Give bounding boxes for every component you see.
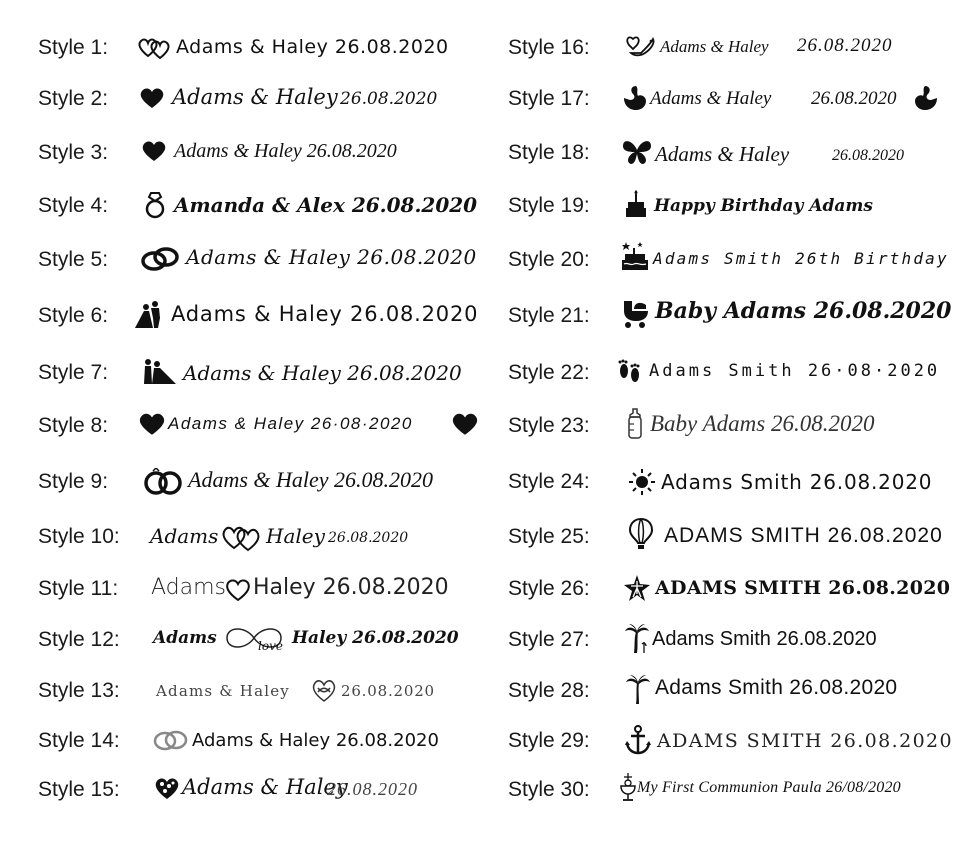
style-label: Style 6: — [38, 304, 109, 327]
swan-icon — [913, 84, 939, 112]
style-label: Style 14: — [38, 729, 120, 752]
sample-text: Adams Smith 26th Birthday — [653, 249, 949, 268]
diamond-ring-icon — [143, 190, 167, 220]
anchor-icon — [624, 725, 652, 755]
swan-icon — [622, 84, 648, 112]
style-label: Style 25: — [508, 525, 590, 548]
infinity-love-text: love — [258, 639, 283, 653]
style-label: Style 23: — [508, 414, 590, 437]
two-rings-icon — [142, 468, 184, 496]
palm-tree-icon — [624, 622, 650, 654]
style-label: Style 7: — [38, 361, 109, 384]
sample-text: My First Communion Paula 26/08/2020 — [637, 779, 901, 796]
sample-names: Adams & Haley — [655, 142, 790, 166]
sample-text: Adams & Haley 26.08.2020 — [186, 245, 477, 269]
style-label: Style 11: — [38, 577, 119, 600]
sample-date: 26.08.2020 — [832, 147, 904, 164]
sample-name-2: Haley 26.08.2020 — [292, 628, 459, 648]
hot-air-balloon-icon — [628, 518, 654, 550]
sample-text: Adams Smith 26·08·2020 — [649, 361, 941, 381]
sample-text: Amanda & Alex 26.08.2020 — [174, 193, 478, 217]
solid-heart-icon — [140, 139, 168, 163]
solid-heart-icon — [138, 86, 166, 110]
two-hearts-outline-icon — [137, 36, 173, 60]
sample-date: 26.08.2020 — [811, 88, 897, 109]
sample-date: 26.08.2020 — [341, 682, 435, 700]
sample-text: ADAMS SMITH 26.08.2020 — [664, 524, 943, 547]
style-label: Style 1: — [38, 36, 109, 59]
style-label: Style 2: — [38, 87, 109, 110]
style-label: Style 26: — [508, 577, 590, 600]
sample-text: Adams & Haley 26.08.2020 — [183, 361, 462, 385]
heart-knot-icon — [309, 676, 339, 704]
infinity-love-icon — [221, 624, 287, 654]
solid-heart-icon — [451, 411, 479, 437]
baby-stroller-icon — [620, 297, 650, 329]
style-label: Style 22: — [508, 361, 590, 384]
love-birds-icon — [620, 33, 658, 59]
butterfly-icon — [621, 138, 653, 166]
couple-silhouette-icon — [140, 358, 178, 386]
sample-date: 26.08.2020 — [327, 779, 418, 799]
style-label: Style 18: — [508, 141, 590, 164]
heart-outline-icon — [224, 577, 252, 603]
palm-tree-icon — [625, 673, 651, 705]
style-label: Style 17: — [508, 87, 590, 110]
style-label: Style 27: — [508, 628, 590, 651]
style-label: Style 12: — [38, 628, 120, 651]
style-label: Style 8: — [38, 414, 109, 437]
sample-text: Adams & Haley 26.08.2020 — [174, 140, 397, 162]
style-label: Style 28: — [508, 679, 590, 702]
style-label: Style 29: — [508, 729, 590, 752]
sample-text: Adams Smith 26.08.2020 — [652, 628, 877, 650]
sample-date: 26.08.2020 — [328, 530, 409, 546]
style-label: Style 4: — [38, 194, 109, 217]
birthday-cake-icon — [625, 190, 647, 218]
sample-name-1: Adams — [153, 628, 217, 648]
sample-text: Adams Smith 26.08.2020 — [661, 470, 933, 494]
sun-icon — [627, 467, 657, 497]
solid-heart-icon — [138, 411, 166, 437]
style-label: Style 20: — [508, 248, 590, 271]
sample-text: Adams & Haley 26.08.2020 — [176, 36, 449, 58]
style-label: Style 9: — [38, 470, 109, 493]
sample-text: Adams & Haley 26.08.2020 — [171, 302, 479, 326]
baby-feet-icon — [615, 357, 643, 385]
sample-text: Adams Smith 26.08.2020 — [655, 676, 898, 699]
sample-date: 26.08.2020 — [340, 89, 438, 109]
style-label: Style 16: — [508, 36, 590, 59]
wedding-rings-icon — [152, 728, 190, 752]
sample-name-1: Adams — [151, 575, 227, 600]
style-label: Style 3: — [38, 141, 109, 164]
sample-text: Baby Adams 26.08.2020 — [655, 298, 952, 324]
nautical-star-icon — [623, 574, 651, 602]
baby-bottle-icon — [625, 408, 645, 440]
sample-name-2: Haley — [266, 524, 325, 548]
sample-date: 26.08.2020 — [797, 35, 893, 56]
sample-name-2: Haley 26.08.2020 — [253, 575, 449, 600]
style-label: Style 5: — [38, 248, 109, 271]
bride-groom-silhouette-icon — [135, 300, 167, 330]
sample-names: Adams & Haley — [172, 85, 338, 109]
sample-text: ADAMS SMITH 26.08.2020 — [657, 730, 954, 752]
sample-text: ADAMS SMITH 26.08.2020 — [655, 577, 951, 599]
sample-names: Adams & Haley — [182, 775, 348, 799]
style-label: Style 24: — [508, 470, 590, 493]
style-label: Style 13: — [38, 679, 120, 702]
sample-names: Adams & Haley — [660, 37, 769, 56]
style-label: Style 15: — [38, 778, 120, 801]
sample-names: Adams & Haley — [156, 682, 290, 700]
sample-names: Adams & Haley — [650, 88, 772, 109]
communion-chalice-icon — [619, 772, 637, 802]
floral-heart-icon — [153, 775, 181, 801]
sample-text: Adams & Haley 26.08.2020 — [188, 467, 434, 492]
style-label: Style 19: — [508, 194, 590, 217]
linked-rings-icon — [139, 246, 181, 272]
sample-text: Happy Birthday Adams — [654, 196, 873, 216]
sample-text: Baby Adams 26.08.2020 — [650, 411, 875, 436]
sample-name-1: Adams — [150, 524, 219, 548]
sample-text: Adams & Haley 26·08·2020 — [168, 414, 413, 433]
style-label: Style 21: — [508, 304, 590, 327]
style-label: Style 30: — [508, 778, 590, 801]
sample-text: Adams & Haley 26.08.2020 — [192, 730, 439, 751]
two-hearts-outline-icon — [221, 524, 263, 552]
style-label: Style 10: — [38, 525, 120, 548]
celebration-cake-icon — [620, 240, 650, 272]
